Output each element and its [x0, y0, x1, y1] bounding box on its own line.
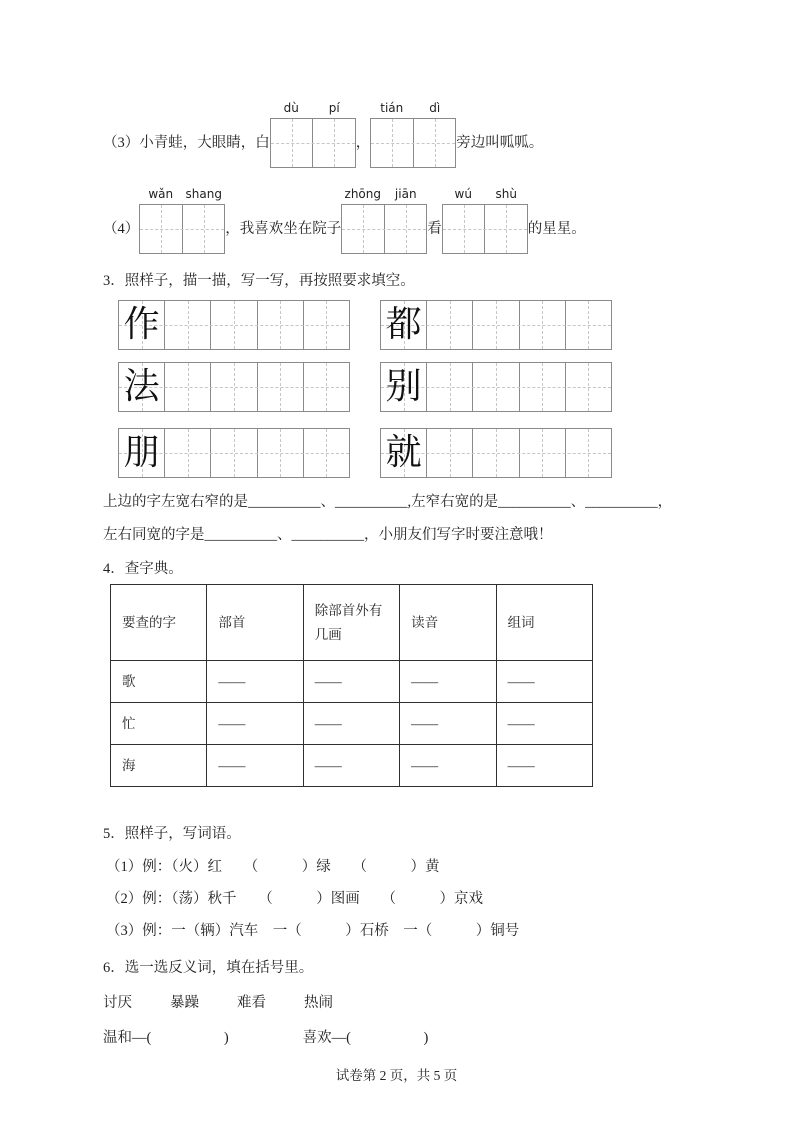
pinyin-du: dù	[283, 101, 299, 115]
practice-cell	[211, 301, 257, 349]
practice-cell	[427, 363, 473, 411]
question-6-title: 6．选一选反义词，填在括号里。	[103, 960, 314, 976]
practice-cell	[566, 429, 611, 477]
practice-grid-row-3	[118, 428, 705, 478]
answer-cell	[414, 119, 456, 167]
blank-cell: ——	[496, 745, 592, 787]
practice-cell	[165, 301, 211, 349]
answer-cell	[183, 205, 225, 253]
writing-box-du-pi	[270, 100, 356, 168]
practice-grid-row-2	[118, 362, 705, 412]
question-2-item-4	[103, 186, 705, 254]
answer-cell	[313, 119, 355, 167]
model-char-dou: 都	[385, 304, 422, 345]
practice-cell	[304, 301, 349, 349]
pinyin-row	[442, 186, 528, 204]
question-6-word-bank	[103, 991, 705, 1012]
model-char-jiu: 就	[385, 432, 422, 473]
question-5-items	[103, 851, 705, 947]
blank-cell: ——	[207, 745, 303, 787]
blank-cell: ——	[207, 661, 303, 703]
question-5-item-2: （2）例：（荡）秋千 （ ）图画 （ ）京戏	[106, 891, 483, 907]
blank-cell: ——	[400, 703, 496, 745]
item-4-mid-text-1: ，我喜欢坐在院子	[225, 221, 342, 237]
practice-cell	[427, 301, 473, 349]
antonym-blank-wenhe: 温和—( )	[103, 1030, 229, 1046]
word-bank-nankan: 难看	[237, 995, 266, 1011]
model-cell	[381, 429, 427, 477]
practice-cell	[165, 429, 211, 477]
model-cell	[119, 363, 165, 411]
answer-cell	[385, 205, 427, 253]
practice-cell	[566, 301, 611, 349]
blank-cell: ——	[303, 661, 399, 703]
model-char-bie: 别	[385, 366, 422, 407]
pinyin-wu: wú	[454, 187, 472, 201]
answer-cell	[443, 205, 486, 253]
practice-cell	[258, 429, 304, 477]
pinyin-pi: pí	[328, 101, 340, 115]
model-cell	[381, 301, 427, 349]
answer-cells	[341, 204, 427, 254]
pinyin-row	[370, 100, 456, 118]
dictionary-table	[110, 584, 593, 787]
pinyin-jian: jiān	[394, 187, 417, 201]
item-4-mid-text-2: 看	[427, 221, 442, 237]
model-cell	[119, 301, 165, 349]
question-5-item-3: （3）例：一（辆）汽车 一（ ）石桥 一（ ）铜号	[106, 923, 520, 939]
item-4-tail-text: 的星星。	[527, 221, 586, 237]
model-char-peng: 朋	[123, 432, 160, 473]
item-3-comma: ，	[355, 135, 371, 151]
word-bank-renao: 热闹	[304, 995, 333, 1011]
answer-cell	[342, 205, 385, 253]
answer-cells	[370, 118, 456, 168]
table-row-ge	[111, 661, 593, 703]
practice-cell	[520, 301, 566, 349]
header-radical: 部首	[207, 585, 303, 661]
practice-cell	[211, 429, 257, 477]
writing-grid-fa	[118, 362, 350, 412]
writing-grid-peng	[118, 428, 350, 478]
pinyin-zhong: zhōng	[344, 187, 381, 201]
blank-cell: ——	[303, 703, 399, 745]
item-3-tail-text: 旁边叫呱呱。	[456, 135, 544, 151]
row-char: 歌	[111, 661, 207, 703]
writing-grid-jiu	[380, 428, 612, 478]
writing-box-tian-di	[370, 100, 456, 168]
practice-cell	[304, 429, 349, 477]
blank-cell: ——	[303, 745, 399, 787]
table-row-hai	[111, 745, 593, 787]
item-4-label: （4）	[103, 221, 140, 237]
question-3-title: 3．照样子，描一描，写一写，再按照要求填空。	[103, 273, 415, 289]
header-make-words: 组词	[496, 585, 592, 661]
practice-cell	[566, 363, 611, 411]
note-line-1: 上边的字左宽右窄的是__________、__________,左窄右宽的是__________、__________，	[103, 494, 673, 510]
item-3-lead-text: （3）小青蛙，大眼睛，白	[103, 135, 270, 151]
writing-grid-bie	[380, 362, 612, 412]
writing-box-wan-shang	[139, 186, 225, 254]
pinyin-shang: shang	[185, 187, 222, 201]
header-strokes-besides-radical: 除部首外有几画	[303, 585, 399, 661]
answer-cell	[485, 205, 527, 253]
word-bank-taoyan: 讨厌	[103, 995, 132, 1011]
question-3-note	[103, 486, 705, 552]
writing-grid-dou	[380, 300, 612, 350]
blank-cell: ——	[496, 661, 592, 703]
writing-box-wu-shu	[442, 186, 528, 254]
answer-cell	[371, 119, 414, 167]
writing-grid-zuo	[118, 300, 350, 350]
blank-cell: ——	[400, 745, 496, 787]
question-5-item-1: （1）例：（火）红 （ ）绿 （ ）黄	[106, 859, 440, 875]
practice-cell	[258, 301, 304, 349]
practice-cell	[473, 363, 519, 411]
question-4-title: 4．查字典。	[103, 561, 183, 577]
model-char-zuo: 作	[123, 304, 160, 345]
writing-box-zhong-jian	[341, 186, 427, 254]
word-bank-baozao: 暴躁	[170, 995, 199, 1011]
model-cell	[119, 429, 165, 477]
question-5-title: 5．照样子，写词语。	[103, 826, 241, 842]
practice-cell	[258, 363, 304, 411]
table-header-row	[111, 585, 593, 661]
practice-cell	[520, 363, 566, 411]
pinyin-row	[270, 100, 356, 118]
note-line-2: 左右同宽的字是__________、__________，小朋友们写字时要注意哦！	[103, 527, 553, 543]
blank-cell: ——	[400, 661, 496, 703]
practice-cell	[304, 363, 349, 411]
question-6-answer-line	[103, 1026, 705, 1047]
answer-cells	[139, 204, 225, 254]
model-char-fa: 法	[123, 366, 160, 407]
pinyin-row	[341, 186, 427, 204]
row-char: 忙	[111, 703, 207, 745]
header-pronunciation: 读音	[400, 585, 496, 661]
question-2-item-3	[103, 100, 705, 168]
blank-cell: ——	[207, 703, 303, 745]
practice-cell	[520, 429, 566, 477]
pinyin-row	[139, 186, 225, 204]
model-cell	[381, 363, 427, 411]
pinyin-shu: shù	[495, 187, 517, 201]
answer-cells	[270, 118, 356, 168]
practice-cell	[473, 429, 519, 477]
practice-cell	[473, 301, 519, 349]
pinyin-wan: wǎn	[148, 187, 174, 201]
header-char-to-look-up: 要查的字	[111, 585, 207, 661]
row-char: 海	[111, 745, 207, 787]
practice-cell	[211, 363, 257, 411]
pinyin-di: dì	[429, 101, 441, 115]
blank-cell: ——	[496, 703, 592, 745]
answer-cell	[271, 119, 314, 167]
answer-cell	[140, 205, 183, 253]
practice-cell	[165, 363, 211, 411]
page-footer: 试卷第 2 页，共 5 页	[335, 1068, 458, 1083]
answer-cells	[442, 204, 528, 254]
pinyin-tian: tián	[380, 101, 404, 115]
practice-cell	[427, 429, 473, 477]
practice-grid-row-1	[118, 300, 705, 350]
table-row-mang	[111, 703, 593, 745]
antonym-blank-xihuan: 喜欢—( )	[302, 1030, 429, 1046]
